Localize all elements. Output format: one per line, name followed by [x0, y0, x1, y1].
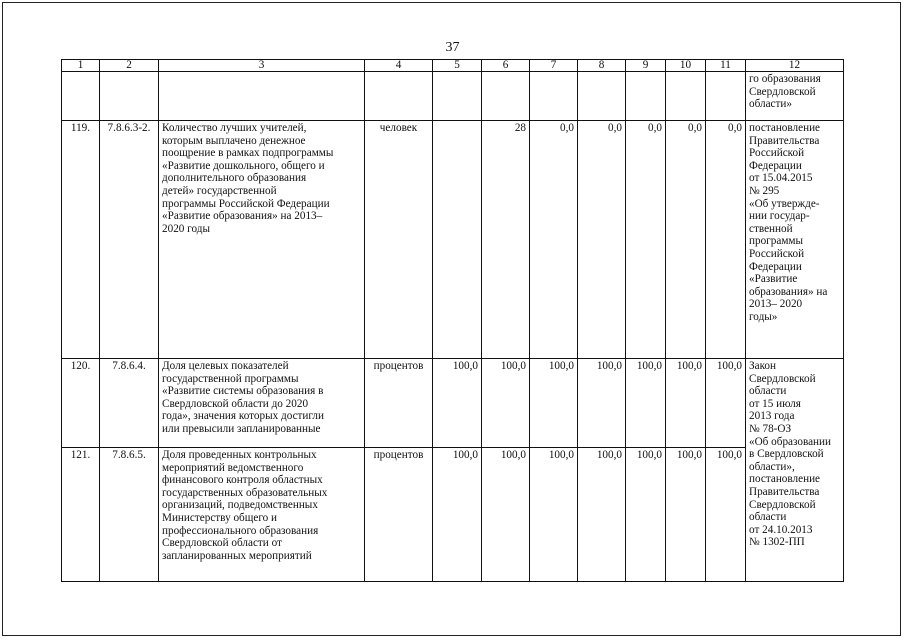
cell-value: 100,0 — [578, 359, 626, 448]
cell-value — [433, 121, 482, 359]
cell-document: Закон Свердловской области от 15 июля 2013 года № 78-ОЗ «Об образовании в Свердловской области», постановление Правительства Свердловской области от 24.10.2013 № 1302-ПП — [746, 359, 844, 582]
cell-value: 100,0 — [706, 448, 746, 582]
cell-value: 100,0 — [482, 448, 530, 582]
cell-value: 100,0 — [666, 359, 706, 448]
cell-value — [626, 72, 666, 121]
cell-value: 100,0 — [706, 359, 746, 448]
cell-document: постановление Правительства Российской Федерации от 15.04.2015 № 295 «Об утвержде- нии государ- ственной программы Российской Федерации «Развитие образования» на 2013– 2020 годы» — [746, 121, 844, 359]
cell-code: 7.8.6.5. — [100, 448, 159, 582]
cell-value: 100,0 — [530, 359, 578, 448]
col-header: 7 — [530, 60, 578, 72]
table-row-continued — [62, 72, 844, 121]
cell-value: 0,0 — [706, 121, 746, 359]
cell-value — [706, 72, 746, 121]
cell-value: 0,0 — [578, 121, 626, 359]
table-row — [62, 448, 844, 582]
col-header: 11 — [706, 60, 746, 72]
cell-num — [62, 72, 100, 121]
cell-code: 7.8.6.4. — [100, 359, 159, 448]
cell-code: 7.8.6.3-2. — [100, 121, 159, 359]
col-header: 8 — [578, 60, 626, 72]
cell-name: Доля проведенных контрольных мероприятий ведомственного финансового контроля областных государственных образовательных организаций, подведомственных Министерству общего и профессионального образования Свердловской области от запланированных мероприятий — [159, 448, 365, 582]
page-number: 37 — [445, 40, 460, 55]
table-row — [62, 359, 844, 448]
cell-value — [433, 72, 482, 121]
col-header: 12 — [746, 60, 844, 72]
cell-value: 100,0 — [578, 448, 626, 582]
cell-code — [100, 72, 159, 121]
col-header: 3 — [159, 60, 365, 72]
cell-value: 100,0 — [530, 448, 578, 582]
cell-unit: процентов — [365, 448, 433, 582]
cell-unit: человек — [365, 121, 433, 359]
cell-num: 121. — [62, 448, 100, 582]
cell-value: 0,0 — [530, 121, 578, 359]
indicators-table — [61, 59, 844, 582]
cell-name: Доля целевых показателей государственной программы «Развитие системы образования в Свердловской области до 2020 года», значения которых достигли или превысили запланированные — [159, 359, 365, 448]
col-header: 1 — [62, 60, 100, 72]
col-header: 4 — [365, 60, 433, 72]
cell-value: 100,0 — [626, 448, 666, 582]
cell-value — [482, 72, 530, 121]
cell-unit: процентов — [365, 359, 433, 448]
cell-value: 100,0 — [433, 448, 482, 582]
cell-value: 0,0 — [666, 121, 706, 359]
header-row — [62, 60, 844, 72]
col-header: 10 — [666, 60, 706, 72]
cell-value: 100,0 — [482, 359, 530, 448]
cell-value: 100,0 — [626, 359, 666, 448]
cell-num: 120. — [62, 359, 100, 448]
cell-value — [666, 72, 706, 121]
col-header: 9 — [626, 60, 666, 72]
cell-value: 28 — [482, 121, 530, 359]
col-header: 5 — [433, 60, 482, 72]
cell-document: го образования Свердловской области» — [746, 72, 844, 121]
cell-value: 0,0 — [626, 121, 666, 359]
cell-value: 100,0 — [433, 359, 482, 448]
cell-name — [159, 72, 365, 121]
cell-value — [578, 72, 626, 121]
cell-value — [530, 72, 578, 121]
cell-num: 119. — [62, 121, 100, 359]
table-row — [62, 121, 844, 359]
cell-unit — [365, 72, 433, 121]
cell-value: 100,0 — [666, 448, 706, 582]
col-header: 6 — [482, 60, 530, 72]
col-header: 2 — [100, 60, 159, 72]
cell-name: Количество лучших учителей, которым выплачено денежное поощрение в рамках подпрограммы «Развитие дошкольного, общего и дополнительного образования детей» государственной программы Российской Федерации «Развитие образования» на 2013– 2020 годы — [159, 121, 365, 359]
